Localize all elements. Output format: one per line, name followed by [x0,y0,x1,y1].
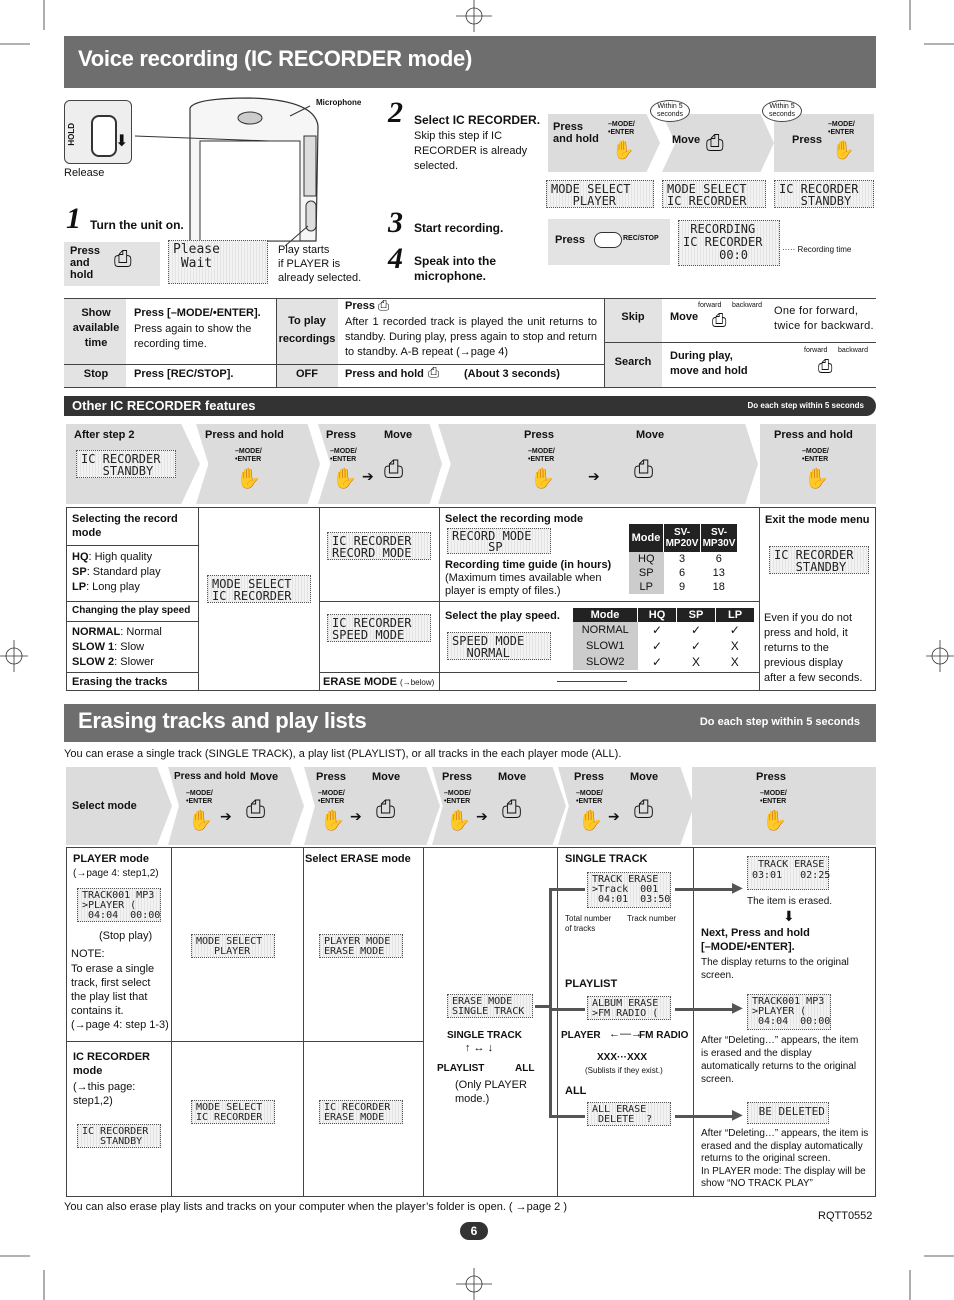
feat-mode-enter-4: –MODE/ •ENTER [802,448,829,463]
features-header [64,396,876,416]
normal-desc: : Normal [120,626,162,638]
hand-press-icon-5: ✋ [530,468,555,490]
speed-table-r2c2: X [691,655,700,669]
mode-table-r0c1: 3 [678,553,686,565]
exit-note: Even if you do not press and hold, it returns to the previous display after a few seconds. [764,612,863,684]
joystick-move-icon-4: ⎙ [246,796,266,823]
play-starts-note: Play starts if PLAYER is already selected. [278,244,362,284]
hold-switch-icon [91,115,117,157]
hand-press-icon-2: ✋ [832,140,855,160]
step4-text: Speak into the microphone. [414,254,497,283]
feat-press-2: Press [524,429,554,441]
arrow-right-icon: ➔ [362,468,374,484]
all-hdr: ALL [565,1085,587,1097]
forward-label-2: forward [804,347,828,354]
arrow-head-icon-2: ▶ [732,999,743,1015]
feat-lcd-mode-icrec: MODE SELECT IC RECORDER [207,575,311,603]
sublists-note: (Sublists if they exist.) [585,1066,663,1075]
playlist-opt: PLAYLIST [437,1063,485,1074]
feat-lcd-exit-standby: IC RECORDER STANDBY [769,546,869,574]
lcd-track-player-2: TRACK001 MP3 >PLAYER ( 04:04 00:00 [747,994,831,1030]
erase-move-1: Move [250,771,279,783]
mode-table-h1: SV- MP20V [664,524,701,552]
note-text: To erase a single track, first select the play list that contains it. (→page 4: step 1-3) [71,963,169,1031]
lcd-track-erase-2: TRACK ERASE 03:01 02:25 [747,856,829,890]
seq-press-chevron [774,114,874,172]
features-title: Other IC RECORDER features [72,398,256,413]
playlist-hdr: PLAYLIST [565,978,618,990]
mode-table-r2c0: LP [629,580,664,594]
lcd-mode-icrec: MODE SELECT IC RECORDER [662,180,766,208]
feat-lcd-record-mode: IC RECORDER RECORD MODE [327,532,431,560]
erase-mode-enter-2: –MODE/ •ENTER [318,790,345,805]
hq-desc: : High quality [88,551,153,563]
speed-table-r0c1: ✓ [651,623,663,637]
erase-mode-enter-5: –MODE/ •ENTER [760,790,787,805]
step2-title: Select IC RECORDER. [414,113,541,127]
feat-move-2: Move [636,429,665,441]
feat-lcd-speed-mode: IC RECORDER SPEED MODE [327,614,431,642]
speed-table-r0c3: ✓ [729,623,740,637]
backward-label: backward [732,302,762,309]
feat-lcd-standby: IC RECORDER STANDBY [76,450,176,478]
mode-table-h0: Mode [629,524,664,552]
branch-line-1 [549,888,585,891]
forward-label: forward [698,302,722,309]
stop-label: Stop [83,368,109,380]
to-play-press: Press [345,300,375,312]
slow2-desc: : Slower [114,656,154,668]
arrow-right-icon-3: ➔ [220,808,232,824]
joystick-icon: ⎙ [114,246,132,271]
lcd-player-erase: PLAYER MODE ERASE MODE [319,934,403,958]
backward-label-2: backward [838,347,868,354]
seq-press-label: Press [792,134,822,146]
hq-key: HQ [72,551,89,563]
hand-press-icon-4: ✋ [332,468,357,490]
erase-mode-label [323,676,434,688]
changing-speed: Changing the play speed [72,605,191,616]
search-label: Search [614,356,652,368]
press-hold-label: Press and hold [70,245,100,281]
rec-guide-bold: Recording time guide (in hours) [445,559,612,571]
only-player: (Only PLAYER mode.) [455,1079,527,1105]
speed-table-r0c0: NORMAL [573,622,638,638]
player-mode: PLAYER mode [73,853,150,865]
lcd-track-player: TRACK001 MP3 >PLAYER ( 04:04 00:00 [77,888,161,922]
hand-press-icon-8: ✋ [320,810,345,832]
feat-press-1: Press [326,429,356,441]
press-hold-box [64,242,160,286]
erase-select-mode: Select mode [72,800,137,812]
step1-number: 1 [66,202,81,235]
show-time-desc: Press again to show the recording time. [134,323,252,350]
feat-press-move-wide-chevron [438,424,758,504]
slow2-key: SLOW 2 [72,656,115,668]
feat-press-hold: Press and hold [205,429,284,441]
player-label: PLAYER [561,1030,601,1041]
speed-table-h0: Mode [573,608,638,622]
lcd-please-wait: Please Wait [168,240,268,284]
rec-stop-button-icon [594,232,622,248]
sp-key: SP [72,566,87,578]
speed-table [573,608,754,670]
speed-table-r1c3: X [730,639,739,653]
speed-table-h2: SP [677,608,716,622]
feat-lcd-speed-normal: SPEED MODE NORMAL [447,632,551,660]
lcd-icrec-standby-2: IC RECORDER STANDBY [77,1124,161,1148]
rec-guide: (Maximum times available when player is empty of files.) [445,572,602,597]
slow1-key: SLOW 1 [72,641,115,653]
all-opt: ALL [515,1063,535,1074]
sel-recording-mode: Select the recording mode [445,513,584,525]
erase-press-hold: Press and hold [174,771,246,782]
section2-banner [64,704,876,742]
joystick-move-icon-6: ⎙ [502,796,522,823]
joystick-icon-play: ⎙ [378,297,390,313]
lcd-be-deleted: BE DELETED [747,1102,829,1124]
branch-line-2 [549,1008,585,1011]
to-play-label: To play recordings [278,315,336,345]
feat-move-1: Move [384,429,413,441]
item-erased: The item is erased. [747,896,833,907]
lp-key: LP [72,581,87,593]
result-arrow-3 [675,1115,735,1118]
slow1-desc: : Slow [114,641,145,653]
step3-number: 3 [388,206,403,239]
lcd-album-erase: ALBUM ERASE >FM RADIO ( [587,996,671,1020]
arrow-down-icon-2: ⬇ [783,908,795,924]
speed-table-r1c1: ✓ [651,639,663,653]
player-ref: (→page 4: step1,2) [73,868,159,879]
lcd-mode-player: MODE SELECT PLAYER [546,180,654,208]
joystick-move-icon-7: ⎙ [634,796,654,823]
mode-table [629,524,737,594]
off-desc: Press and hold [345,368,424,380]
step2-note: Skip this step if IC RECORDER is already selected. [414,130,528,172]
lcd-icrec-erase: IC RECORDER ERASE MODE [319,1100,403,1124]
section2-title: Erasing tracks and play lists [78,708,367,733]
erase-move-4: Move [630,771,659,783]
erase-press-5: Press [756,771,786,783]
rec-press-label: Press [555,234,585,246]
feat-press-hold-2: Press and hold [774,429,853,441]
show-time-label: Show available time [72,307,120,349]
mode-table-r1c1: 6 [678,567,686,579]
erase-mode-enter-3: –MODE/ •ENTER [444,790,471,805]
arrow-right-icon-5: ➔ [476,808,488,824]
feat-after-step2: After step 2 [74,429,135,441]
mode-table-r2c1: 9 [678,581,686,593]
xxx-label: XXX···XXX [597,1052,648,1063]
cycle-arrows-icon: ↑ ↔ ↓ [465,1042,494,1054]
erase-press-4: Press [574,771,604,783]
show-time-desc-bold: Press [–MODE/•ENTER]. [134,307,261,319]
section1-title: Voice recording (IC RECORDER mode) [78,46,472,71]
joystick-move-icon-2: ⎙ [384,456,404,483]
lp-desc: : Long play [86,581,140,593]
track-number: Track number [627,914,677,923]
single-track-hdr: SINGLE TRACK [565,853,648,865]
mode-table-r0c2: 6 [715,553,722,565]
joystick-icon-off: ⎙ [428,364,440,380]
off-desc-2: (About 3 seconds) [464,368,560,380]
recording-time-text: Recording time [797,245,852,254]
lcd-mode-icrec-2: MODE SELECT IC RECORDER [191,1100,275,1124]
note-label: NOTE: [71,948,105,960]
total-tracks: Total number of tracks [565,914,612,933]
speed-table-r2c0: SLOW2 [573,654,638,670]
lcd-mode-player-2: MODE SELECT PLAYER [191,934,275,958]
hold-switch-illustration [64,100,132,164]
erasing-tracks: Erasing the tracks [72,676,168,688]
feat-lcd-rec-sp: RECORD MODE SP [447,528,551,554]
mode-table-r1c0: SP [629,566,664,580]
ops-table [64,298,876,390]
mode-table-r0c0: HQ [629,552,664,566]
lcd-recording: RECORDING IC RECORDER 00:0 [678,220,780,266]
hand-press-icon-6: ✋ [804,468,829,490]
seq-move-label: Move [672,134,701,146]
erase-press-2: Press [316,771,346,783]
erase-move-2: Move [372,771,401,783]
erase-mode-ref: (→below) [400,678,435,687]
swap-arrow-icon: ←—→ [609,1028,642,1040]
joystick-move-icon-3: ⎙ [634,456,654,483]
microphone-label: Microphone [316,98,362,107]
arrow-head-icon-3: ▶ [732,1106,743,1122]
mode-table-r2c2: 18 [712,581,725,593]
exit-menu: Exit the mode menu [765,514,870,526]
mode-table-h2: SV- MP30V [701,524,738,552]
arrow-down-icon: ⬇ [115,133,129,150]
branch-line-3 [549,1115,585,1118]
joystick-move-icon-5: ⎙ [376,796,396,823]
joystick-icon-search: ⎙ [818,356,833,376]
single-track-opt: SINGLE TRACK [447,1030,522,1041]
seq-press-hold-label: Press and hold [553,121,599,145]
feat-mode-enter-1: –MODE/ •ENTER [235,448,262,463]
feat-mode-enter-2: –MODE/ •ENTER [330,448,357,463]
doc-code: RQTT0552 [818,1210,873,1222]
page-number: 6 [460,1222,488,1240]
hold-label: HOLD [67,123,76,146]
recording-time-label: ····· Recording time [782,245,852,254]
footer-note: You can also erase play lists and tracks on your computer when the player’s folder is open. ( →page 2 ) [64,1201,568,1213]
off-label: OFF [296,368,318,380]
rec-stop-label: REC/STOP [623,235,659,242]
skip-desc: One for forward, twice for backward. [774,305,874,332]
hand-press-icon-7: ✋ [188,810,213,832]
mode-enter-label-2: –MODE/ •ENTER [828,121,855,136]
step3-text: Start recording. [414,221,504,235]
icrec-ref: (→this page: step1,2) [73,1081,136,1107]
arrow-head-icon-1: ▶ [732,879,743,895]
hand-press-icon-10: ✋ [578,810,603,832]
sp-desc: : Standard play [86,566,161,578]
hand-press-icon-11: ✋ [762,810,787,832]
icrec-mode: IC RECORDER mode [73,1051,151,1077]
arrow-right-icon-2: ➔ [588,468,600,484]
erase-mode-enter-4: –MODE/ •ENTER [576,790,603,805]
sel-record-mode: Selecting the record mode [72,513,178,539]
section1-banner [64,36,876,88]
speed-table-r1c2: ✓ [690,639,702,653]
to-play-desc: After 1 recorded track is played the unit returns to standby. During play, press again to stop and return to standby. A-B repeat (→page 4) [345,316,597,358]
stop-desc: Press [REC/STOP]. [134,368,234,380]
normal-key: NORMAL [72,626,121,638]
within5-bubble-2: Within 5 seconds [762,100,802,122]
erase-press-3: Press [442,771,472,783]
lcd-all-erase: ALL ERASE DELETE ? [587,1102,671,1126]
search-desc: During play, move and hold [670,350,748,377]
next-press: Next, Press and hold [–MODE/•ENTER]. [701,927,810,953]
speed-table-r2c1: ✓ [651,655,663,669]
result-arrow-2 [675,1008,735,1011]
step1-text: Turn the unit on. [90,218,184,232]
after-deleting-1: After “Deleting…” appears, the item is erased and the display automatically returns to the original screen. [701,1035,859,1085]
release-label: Release [64,167,105,179]
hand-press-icon-3: ✋ [236,468,261,490]
feat-mode-enter-3: –MODE/ •ENTER [528,448,555,463]
section2-note: Do each step within 5 seconds [699,716,860,728]
branch-line-v [549,888,552,1118]
lcd-track-erase: TRACK ERASE >Track 001 04:01 03:50 [587,872,671,908]
arrow-right-icon-6: ➔ [608,808,620,824]
speed-table-h3: LP [716,608,755,622]
sel-play-speed: Select the play speed. [445,610,560,622]
features-grid [66,507,876,691]
erase-mode-enter-1: –MODE/ •ENTER [186,790,213,805]
within5-bubble-1: Within 5 seconds [650,100,690,122]
features-note: Do each step within 5 seconds [747,401,864,410]
skip-label: Skip [621,311,645,323]
record-mode-list [72,550,161,595]
result-arrow-1 [675,888,735,891]
after-deleting-2: After “Deleting…” appears, the item is erased and the display automatically returns to the original screen. In PLAYER mode: The display will be show “NO TRACK PLAY” [701,1128,869,1189]
step4-number: 4 [388,242,403,275]
speed-table-r2c3: X [730,655,739,669]
joystick-icon-skip: ⎙ [712,310,727,330]
speed-table-r1c0: SLOW1 [573,638,638,654]
erase-grid [66,847,876,1197]
erase-mode-text: ERASE MODE [323,676,397,688]
skip-move: Move [670,311,699,323]
fm-radio-label: FM RADIO [639,1030,689,1041]
speed-table-r0c2: ✓ [690,623,702,637]
step2-number: 2 [388,96,403,129]
speed-table-h1: HQ [638,608,677,622]
mode-enter-label: –MODE/ •ENTER [608,121,635,136]
joystick-move-icon: ⎙ [706,130,724,155]
rec-press-box [548,219,670,265]
lcd-erase-single: ERASE MODE SINGLE TRACK [447,994,533,1018]
hand-press-icon: ✋ [612,140,635,160]
display-returns: The display returns to the original screen. [701,957,849,981]
hand-press-icon-9: ✋ [446,810,471,832]
stop-play: (Stop play) [99,930,153,942]
lcd-icrec-standby: IC RECORDER STANDBY [774,180,874,208]
arrow-right-icon-4: ➔ [350,808,362,824]
section2-intro: You can erase a single track (SINGLE TRACK), a play list (PLAYLIST), or all tracks in the each player mode (ALL). [64,748,622,760]
mode-table-r1c2: 13 [712,567,725,579]
select-erase: Select ERASE mode [305,853,411,865]
erase-move-3: Move [498,771,527,783]
speed-list [72,625,162,670]
